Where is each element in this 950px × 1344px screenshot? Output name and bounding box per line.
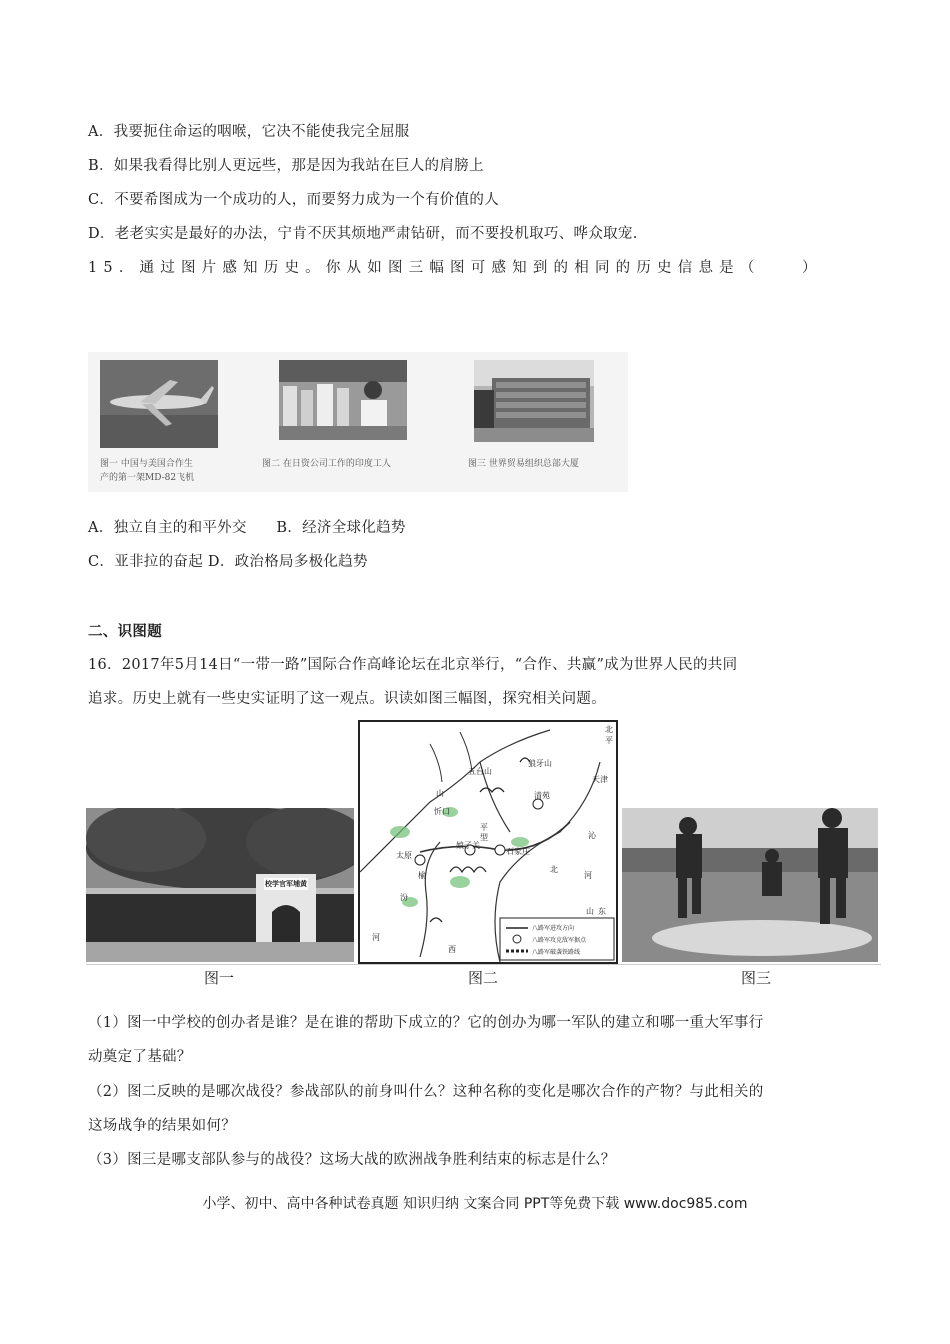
- q15-photo-worker: [279, 360, 407, 440]
- q16-photo-school: [86, 808, 354, 962]
- q15-caption-1b: 产的第一架MD-82飞机: [100, 473, 195, 483]
- map-legend-stronghold: 八路军攻克敌军据点: [532, 937, 587, 944]
- school-sign-text: 校学官军埔黄: [265, 879, 307, 888]
- map-legend-railway: 八路军破袭铁路线: [532, 949, 581, 956]
- q15-figure-strip: [88, 352, 628, 492]
- landing-soldiers-image: [622, 808, 878, 962]
- q16-sub1-line1: （1）图一中学校的创办者是谁？是在谁的帮助下成立的？它的创办为哪一军队的建立和哪一重大军事行: [88, 1015, 764, 1031]
- map-label-xinkou: 忻口: [434, 807, 450, 816]
- map-label-langyashan: 狼牙山: [528, 759, 552, 768]
- map-label-shan-1: 山: [436, 789, 444, 798]
- battle-map-image: [360, 722, 616, 962]
- q14-option-a: A．我要扼住命运的咽喉，它决不能使我完全屈服: [88, 124, 410, 140]
- section-title: 二、识图题: [88, 624, 162, 640]
- q15-caption-1a: 图一 中国与美国合作生: [100, 459, 193, 469]
- q16-stem-2: 追求。历史上就有一些史实证明了这一观点。识读如图三幅图，探究相关问题。: [88, 691, 606, 707]
- map-label-qin: 沁: [588, 831, 596, 840]
- q16-map: [358, 720, 618, 964]
- figure-label-2: 图二: [468, 969, 499, 987]
- map-label-fen: 汾: [400, 893, 408, 902]
- page-footer: 小学、初中、高中各种试卷真题 知识归纳 文案合同 PPT等免费下载 www.doc985.com: [202, 1196, 748, 1212]
- q15-caption-2: 图二 在日资公司工作的印度工人: [262, 459, 391, 469]
- q15-caption-3: 图三 世界贸易组织总部大厦: [468, 459, 579, 469]
- map-label-yu: 榆: [418, 871, 426, 880]
- q15-photo-airplane: [100, 360, 218, 448]
- q14-option-c: C．不要希图成为一个成功的人，而要努力成为一个有价值的人: [88, 192, 499, 208]
- map-label-he: 河: [584, 871, 592, 880]
- q16-figure-panel: [86, 720, 881, 988]
- map-label-wutaishan: 五台山: [468, 767, 492, 776]
- map-label-xing: 型: [480, 833, 488, 842]
- map-label-he-2: 河: [372, 933, 380, 942]
- q16-sub2-line1: （2）图二反映的是哪次战役？参战部队的前身叫什么？这种名称的变化是哪次合作的产物？与此相关的: [88, 1084, 764, 1100]
- q14-option-d: D．老老实实是最好的办法，宁肯不厌其烦地严肃钻研，而不要投机取巧、哗众取宠.: [88, 226, 638, 242]
- q16-sub1-line2: 动奠定了基础？: [88, 1049, 192, 1065]
- q16-photo-landing: [622, 808, 878, 962]
- map-label-shijiazhuang: 石家庄: [506, 847, 530, 856]
- q16-sub3: （3）图三是哪支部队参与的战役？这场大战的欧洲战争胜利结束的标志是什么？: [88, 1152, 616, 1168]
- q14-option-b: B．如果我看得比别人更远些，那是因为我站在巨人的肩膀上: [88, 158, 484, 174]
- map-label-qingyuan: 清苑: [534, 791, 550, 800]
- airplane-image: [100, 360, 218, 448]
- map-label-niangziguan: 娘子关: [456, 841, 480, 850]
- q15-photo-wto: [474, 360, 594, 442]
- map-label-bei: 北: [550, 865, 558, 874]
- q15-options-ab: A．独立自主的和平外交 B．经济全球化趋势: [88, 520, 406, 536]
- map-label-shan-2: 山: [586, 907, 594, 916]
- q15-stem: 15．通过图片感知历史。你从如图三幅图可感知到的相同的历史信息是（ ）: [88, 260, 823, 276]
- q16-sub2-line2: 这场战争的结果如何？: [88, 1118, 236, 1134]
- wto-building-image: [474, 360, 594, 442]
- figure-label-3: 图三: [741, 969, 772, 987]
- q16-stem-1: 16．2017年5月14日“一带一路”国际合作高峰论坛在北京举行，“合作、共赢”成为世界人民的共同: [88, 657, 738, 673]
- map-legend-advance: 八路军进攻方向: [532, 925, 575, 932]
- map-label-taiyuan: 太原: [396, 851, 412, 860]
- map-label-dong: 东: [598, 907, 606, 916]
- worker-image: [279, 360, 407, 440]
- q15-options-cd: C．亚非拉的奋起 D．政治格局多极化趋势: [88, 554, 368, 570]
- map-label-xi: 西: [448, 945, 456, 954]
- map-label-tianjin: 天津: [592, 775, 608, 784]
- map-label-beiping: 北平: [605, 725, 613, 745]
- figure-label-1: 图一: [204, 969, 235, 987]
- map-label-ping: 平: [480, 823, 488, 832]
